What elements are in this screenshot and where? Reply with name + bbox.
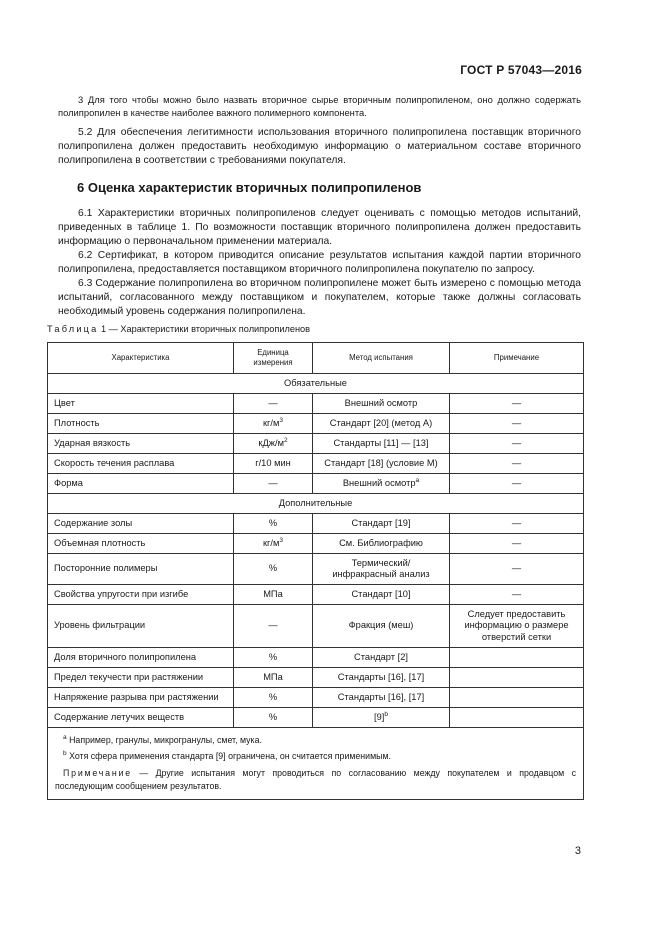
cell-method: Фракция (меш) xyxy=(313,605,450,648)
footnote-ref: b xyxy=(384,710,388,718)
cell-unit: % xyxy=(234,688,313,708)
table-row xyxy=(48,434,584,454)
table-row xyxy=(48,394,584,414)
method-text: [9] xyxy=(374,711,385,722)
cell-unit: г/10 мин xyxy=(234,454,313,474)
unit-text: кг/м xyxy=(262,537,280,548)
section-row-mandatory xyxy=(48,374,584,394)
cell-characteristic: Плотность xyxy=(48,414,234,434)
cell-characteristic: Свойства упругости при изгибе xyxy=(48,585,234,605)
table-row xyxy=(48,648,584,668)
cell-unit: МПа xyxy=(234,668,313,688)
table-row xyxy=(48,534,584,554)
cell-method xyxy=(313,708,450,728)
cell-method: Стандарт [10] xyxy=(313,585,450,605)
cell-method: Стандарты [16], [17] xyxy=(313,688,450,708)
unit-superscript: 3 xyxy=(279,416,284,424)
cell-note: Следует предоставить информацию о размере отверстий сетки xyxy=(450,605,584,648)
cell-method xyxy=(313,474,450,494)
cell-unit: % xyxy=(234,708,313,728)
cell-characteristic: Содержание золы xyxy=(48,514,234,534)
cell-characteristic: Предел текучести при растяжении xyxy=(48,668,234,688)
table-row xyxy=(48,708,584,728)
primechanie-text: — Другие испытания могут проводиться по согласованию между покупателем и продавцом с последующим сообщением результатов. xyxy=(55,768,576,791)
cell-method: Стандарт [18] (условие М) xyxy=(313,454,450,474)
table-row xyxy=(48,414,584,434)
cell-characteristic: Посторонние полимеры xyxy=(48,554,234,585)
table-row xyxy=(48,668,584,688)
cell-note: — xyxy=(450,414,584,434)
cell-unit: % xyxy=(234,554,313,585)
unit-superscript: 2 xyxy=(283,436,288,444)
footnote-b xyxy=(55,750,576,763)
cell-characteristic: Форма xyxy=(48,474,234,494)
cell-characteristic: Объемная плотность xyxy=(48,534,234,554)
table-row xyxy=(48,474,584,494)
section-row-additional xyxy=(48,494,584,514)
cell-note xyxy=(450,688,584,708)
paragraph-6-2: 6.2 Сертификат, в котором приводится описание результатов испытания каждой партии вторичного полипропилена, предоставляется поставщиком вторичного полипропилена покупателю по запросу. xyxy=(58,250,581,275)
header-unit: Единица измерения xyxy=(234,343,313,374)
cell-note: — xyxy=(450,454,584,474)
table-row xyxy=(48,554,584,585)
characteristics-table xyxy=(47,342,584,800)
cell-method: Стандарты [16], [17] xyxy=(313,668,450,688)
primechanie-word: Примечание xyxy=(63,768,132,778)
cell-note: — xyxy=(450,394,584,414)
cell-characteristic: Содержание летучих веществ xyxy=(48,708,234,728)
cell-method: Стандарт [2] xyxy=(313,648,450,668)
cell-method: Стандарт [19] xyxy=(313,514,450,534)
cell-unit xyxy=(234,534,313,554)
header-characteristic: Характеристика xyxy=(48,343,234,374)
table-caption xyxy=(47,324,310,334)
footnote-b-mark: b xyxy=(63,750,67,757)
cell-method: Стандарт [20] (метод А) xyxy=(313,414,450,434)
footnote-ref: a xyxy=(415,476,420,484)
paragraph-6-3: 6.3 Содержание полипропилена во вторичном полипропилене может быть измерено с помощью метода испытаний, согласованного между поставщиком и покупателем, которые также должны согласовать необходимый уровень содержания полипропилена. xyxy=(58,278,581,317)
section-label: Дополнительные xyxy=(48,494,584,514)
header-method: Метод испытания xyxy=(313,343,450,374)
paragraph-5-2: 5.2 Для обеспечения легитимности использования вторичного полипропилена поставщик вторичного полипропилена должен предоставить необходимую информацию о материальном составе вторичного полипропилена в соответствии с требованиями покупателя. xyxy=(58,127,581,166)
header-note: Примечание xyxy=(450,343,584,374)
cell-note: — xyxy=(450,474,584,494)
unit-text: кг/м xyxy=(262,417,280,428)
cell-unit: — xyxy=(234,605,313,648)
cell-note: — xyxy=(450,585,584,605)
cell-note xyxy=(450,668,584,688)
table-row xyxy=(48,688,584,708)
table-caption-word: Таблица xyxy=(47,324,99,334)
cell-characteristic: Скорость течения расплава xyxy=(48,454,234,474)
footnote-a xyxy=(55,734,576,747)
cell-note xyxy=(450,708,584,728)
table-footnotes-row xyxy=(48,728,584,800)
standard-designation: ГОСТ Р 57043—2016 xyxy=(460,63,582,77)
cell-unit: % xyxy=(234,514,313,534)
cell-unit xyxy=(234,434,313,454)
table-footnotes xyxy=(48,728,584,800)
table-row xyxy=(48,585,584,605)
section-label: Обязательные xyxy=(48,374,584,394)
cell-characteristic: Доля вторичного полипропилена xyxy=(48,648,234,668)
paragraph-6-1: 6.1 Характеристики вторичных полипропиленов следует оценивать с помощью методов испытаний, приведенных в таблице 1. По возможности поставщик вторичного полипропилена должен предоставить информацию о первоначальном применении материала. xyxy=(58,208,581,247)
table-header-row xyxy=(48,343,584,374)
cell-characteristic: Напряжение разрыва при растяжении xyxy=(48,688,234,708)
cell-characteristic: Цвет xyxy=(48,394,234,414)
footnote-a-text: Например, гранулы, микрогранулы, смет, мука. xyxy=(66,735,262,745)
cell-unit: МПа xyxy=(234,585,313,605)
unit-superscript: 3 xyxy=(279,536,284,544)
cell-method: Термический/ инфракрасный анализ xyxy=(313,554,450,585)
table-caption-text: 1 — Характеристики вторичных полипропиленов xyxy=(98,324,311,334)
table-primechanie xyxy=(55,767,576,793)
cell-note: — xyxy=(450,434,584,454)
table-row xyxy=(48,454,584,474)
cell-note: — xyxy=(450,534,584,554)
cell-note: — xyxy=(450,554,584,585)
table-row xyxy=(48,514,584,534)
cell-note xyxy=(450,648,584,668)
cell-unit xyxy=(234,414,313,434)
method-text: Внешний осмотр xyxy=(342,477,416,488)
cell-method: См. Библиографию xyxy=(313,534,450,554)
section-6-heading: 6 Оценка характеристик вторичных полипропиленов xyxy=(77,180,422,195)
table-row xyxy=(48,605,584,648)
cell-unit: — xyxy=(234,394,313,414)
note-3: 3 Для того чтобы можно было назвать вторичное сырье вторичным полипропиленом, оно должно содержать полипропилен в качестве наиболее важного полимерного компонента. xyxy=(58,94,581,118)
cell-unit: — xyxy=(234,474,313,494)
footnote-a-mark: a xyxy=(63,734,67,741)
cell-unit: % xyxy=(234,648,313,668)
footnote-b-text: Хотя сфера применения стандарта [9] ограничена, он считается применимым. xyxy=(66,751,391,761)
cell-characteristic: Ударная вязкость xyxy=(48,434,234,454)
page-number: 3 xyxy=(574,845,581,857)
cell-method: Внешний осмотр xyxy=(313,394,450,414)
cell-note: — xyxy=(450,514,584,534)
unit-text: кДж/м xyxy=(258,437,284,448)
cell-characteristic: Уровень фильтрации xyxy=(48,605,234,648)
cell-method: Стандарты [11] — [13] xyxy=(313,434,450,454)
